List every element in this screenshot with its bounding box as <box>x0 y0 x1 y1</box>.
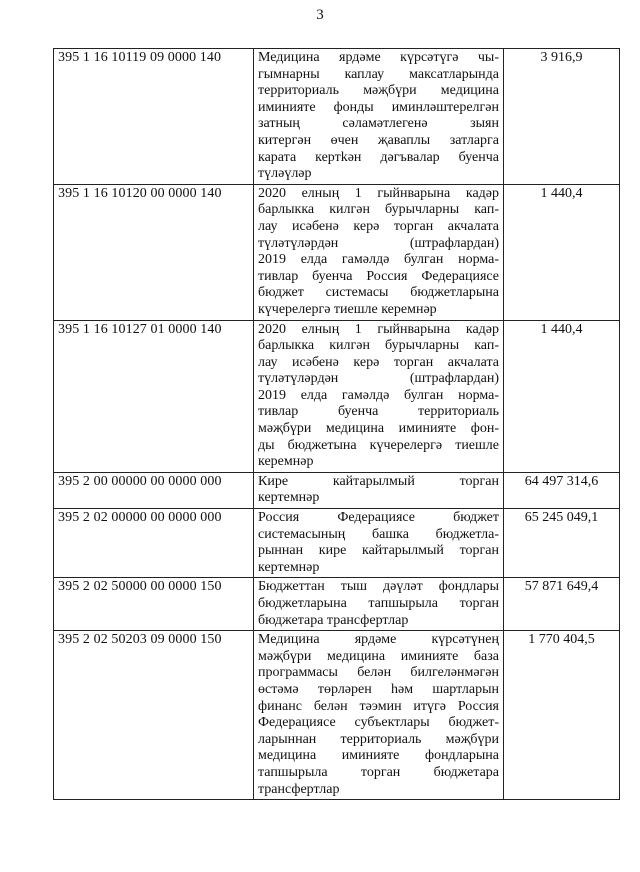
description-line: кертемнәр <box>258 559 320 575</box>
description-line: тивлар буенча территориаль <box>258 404 499 420</box>
budget-code-cell: 395 2 02 50000 00 0000 150 <box>54 578 254 631</box>
budget-code-cell: 395 1 16 10119 09 0000 140 <box>54 49 254 185</box>
description-line: 2019 елда гамәлдә булган норма- <box>258 387 499 403</box>
description-line: рыннан кире кайтарылмый торган <box>258 543 499 559</box>
description-line: ларыннан территориаль мәҗбүри <box>258 731 499 747</box>
description-cell <box>254 472 504 508</box>
description-line: Россия Федерациясе бюджет <box>258 510 499 526</box>
description-line: Бюджеттан тыш дәүләт фондлары <box>258 579 499 595</box>
description-line: медицина иминияте фондларына <box>258 748 499 764</box>
table-row <box>54 472 620 508</box>
description-line: затның сәламәтлегенә зыян <box>258 116 499 132</box>
description-line: лау исәбенә керә торган акчалата <box>258 354 499 370</box>
description-cell <box>254 509 504 578</box>
description-line: карата кертkән дәгъвалар буенча <box>258 149 499 165</box>
table-body <box>54 49 620 800</box>
description-line: түләтүләрдән (штрафлардан) <box>258 371 499 387</box>
description-line: 2020 елның 1 гыйнварына кадәр <box>258 185 499 201</box>
description-line: 2019 елда гамәлдә булган норма- <box>258 252 499 268</box>
table-row <box>54 509 620 578</box>
description-line: күчерелергә тиешле керемнәр <box>258 301 437 317</box>
description-line: гымнарны каплау максатларында <box>258 66 499 82</box>
description-line: тапшырыла торган бюджетара <box>258 764 499 780</box>
table-row <box>54 184 620 320</box>
description-line: территориаль мәҗбүри медицина <box>258 83 499 99</box>
description-line: барлыкка килгән бурычларны кап- <box>258 338 499 354</box>
description-cell <box>254 320 504 472</box>
description-line: системасының башка бюджетла- <box>258 526 499 542</box>
description-line: бюджетара трансфертлар <box>258 612 409 628</box>
description-line: 2020 елның 1 гыйнварына кадәр <box>258 321 499 337</box>
description-line: ды бюджетына күчерелергә тиешле <box>258 437 499 453</box>
budget-code-cell: 395 2 02 00000 00 0000 000 <box>54 509 254 578</box>
description-line: программасы белән билгеләнмәгән <box>258 665 499 681</box>
table-row <box>54 49 620 185</box>
page-number: 3 <box>316 7 324 23</box>
budget-table <box>53 48 620 800</box>
description-line: иминияте фонды иминләштерелгән <box>258 99 499 115</box>
description-line: финанс белән тәэмин итүгә Россия <box>258 698 499 714</box>
description-line: Медицина ярдәме күрсәтүгә чы- <box>258 50 499 65</box>
description-line: Федерациясе субъектлары бюджет- <box>258 715 499 731</box>
description-line: Кире кайтарылмый торган <box>258 473 499 489</box>
description-line: китергән өчен җаваплы затларга <box>258 132 499 148</box>
amount-cell: 3 916,9 <box>504 49 620 185</box>
description-line: мәҗбүри медицина иминияте база <box>258 648 499 664</box>
amount-cell: 1 440,4 <box>504 320 620 472</box>
budget-code-cell: 395 1 16 10120 00 0000 140 <box>54 184 254 320</box>
description-line: тивлар буенча Россия Федерациясе <box>258 268 499 284</box>
description-line: бюджетларына тапшырыла торган <box>258 596 499 611</box>
description-line: түләтүләрдән (штрафлардан) <box>258 235 499 251</box>
description-cell <box>254 631 504 800</box>
amount-cell: 65 245 049,1 <box>504 509 620 578</box>
budget-code-cell: 395 2 00 00000 00 0000 000 <box>54 472 254 508</box>
budget-code-cell: 395 1 16 10127 01 0000 140 <box>54 320 254 472</box>
description-line: лау исәбенә керә торган акчалата <box>258 218 499 234</box>
description-cell <box>254 184 504 320</box>
description-line: бюджет системасы бюджетларына <box>258 285 499 301</box>
table-row <box>54 578 620 631</box>
description-line: керемнәр <box>258 454 314 470</box>
description-line: кертемнәр <box>258 490 320 506</box>
amount-cell: 57 871 649,4 <box>504 578 620 631</box>
description-line: мәҗбүри медицина иминияте фон- <box>258 421 499 437</box>
description-line: Медицина ярдәме күрсәтүнең <box>258 632 499 648</box>
description-line: барлыкка килгән бурычларны кап- <box>258 202 499 218</box>
budget-code-cell: 395 2 02 50203 09 0000 150 <box>54 631 254 800</box>
amount-cell: 1 440,4 <box>504 184 620 320</box>
table-row <box>54 320 620 472</box>
description-line: түләүләр <box>258 166 312 182</box>
description-cell <box>254 49 504 185</box>
description-line: өстәмә төрләрен һәм шартларын <box>258 681 499 697</box>
description-line: трансфертлар <box>258 781 340 797</box>
amount-cell: 64 497 314,6 <box>504 472 620 508</box>
amount-cell: 1 770 404,5 <box>504 631 620 800</box>
description-cell <box>254 578 504 631</box>
table-row <box>54 631 620 800</box>
